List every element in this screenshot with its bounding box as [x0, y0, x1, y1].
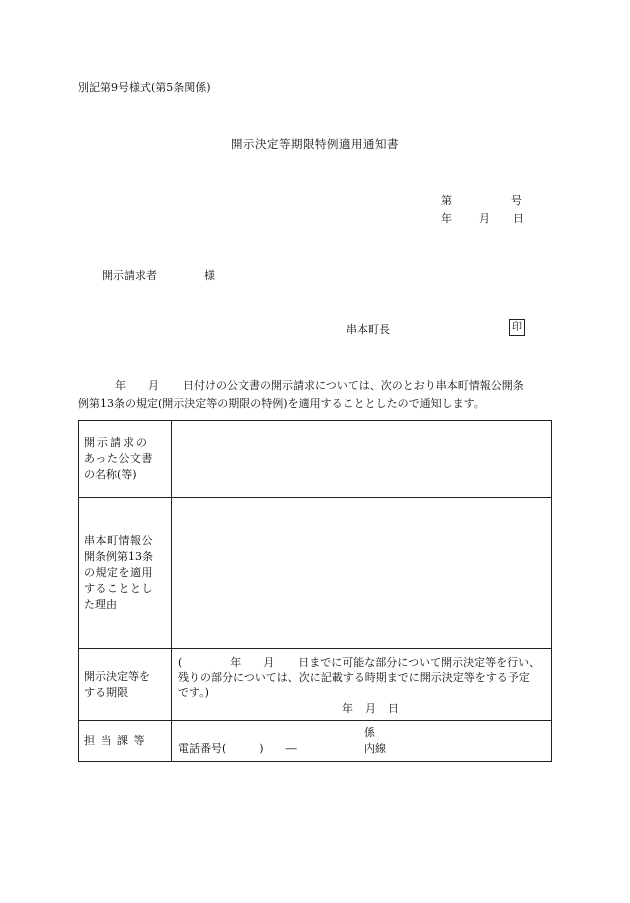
form-table — [78, 420, 552, 762]
table-row — [79, 498, 552, 649]
table-row — [79, 721, 552, 762]
addressee-honorific: 様 — [204, 269, 215, 282]
department-field[interactable] — [172, 721, 552, 762]
document-name-field[interactable] — [172, 421, 552, 498]
deadline-month: 月 — [263, 656, 275, 669]
section-label: 係 — [364, 726, 375, 739]
deadline-label: 開示決定等を する期限 — [79, 649, 172, 721]
extension-label: 内線 — [364, 742, 386, 755]
number-suffix: 号 — [511, 194, 522, 207]
form-label: 別記第9号様式(第5条関係) — [78, 81, 211, 94]
document-title: 開示決定等期限特例適用通知書 — [231, 137, 399, 151]
body-line1: 日付けの公文書の開示請求については、次のとおり串本町情報公開条 — [183, 379, 524, 392]
date-month: 月 — [479, 212, 490, 225]
table-row — [79, 649, 552, 721]
table-row — [79, 421, 552, 498]
addressee-label: 開示請求者 — [102, 269, 157, 282]
sender-name: 串本町長 — [346, 323, 390, 336]
date-day: 日 — [513, 212, 524, 225]
reason-field[interactable] — [172, 498, 552, 649]
body-line2: 例第13条の規定(開示決定等の期限の特例)を適用することとしたので通知します。 — [78, 397, 485, 410]
body-month: 月 — [148, 379, 159, 392]
seal-mark: 印 — [509, 319, 525, 336]
phone-label: 電話番号( ) ― — [178, 742, 297, 755]
department-label: 担 当 課 等 — [79, 721, 172, 762]
body-paragraph — [78, 377, 554, 413]
date-year: 年 — [441, 212, 452, 225]
document-name-label: 開示請求の あった公文書 の名称(等) — [79, 421, 172, 498]
addressee — [102, 268, 215, 285]
reason-label: 串本町情報公 開条例第13条 の規定を適用 することとし た理由 — [79, 498, 172, 649]
deadline-year: 年 — [230, 656, 242, 669]
number-prefix: 第 — [441, 194, 452, 207]
body-year: 年 — [115, 379, 126, 392]
deadline-field[interactable]: ( 年 月 日までに可能な部分について開示決定等を行い、 残りの部分については、次に記載する時期までに開示決定等をする予定 です。) 年 月 日 — [172, 649, 552, 721]
